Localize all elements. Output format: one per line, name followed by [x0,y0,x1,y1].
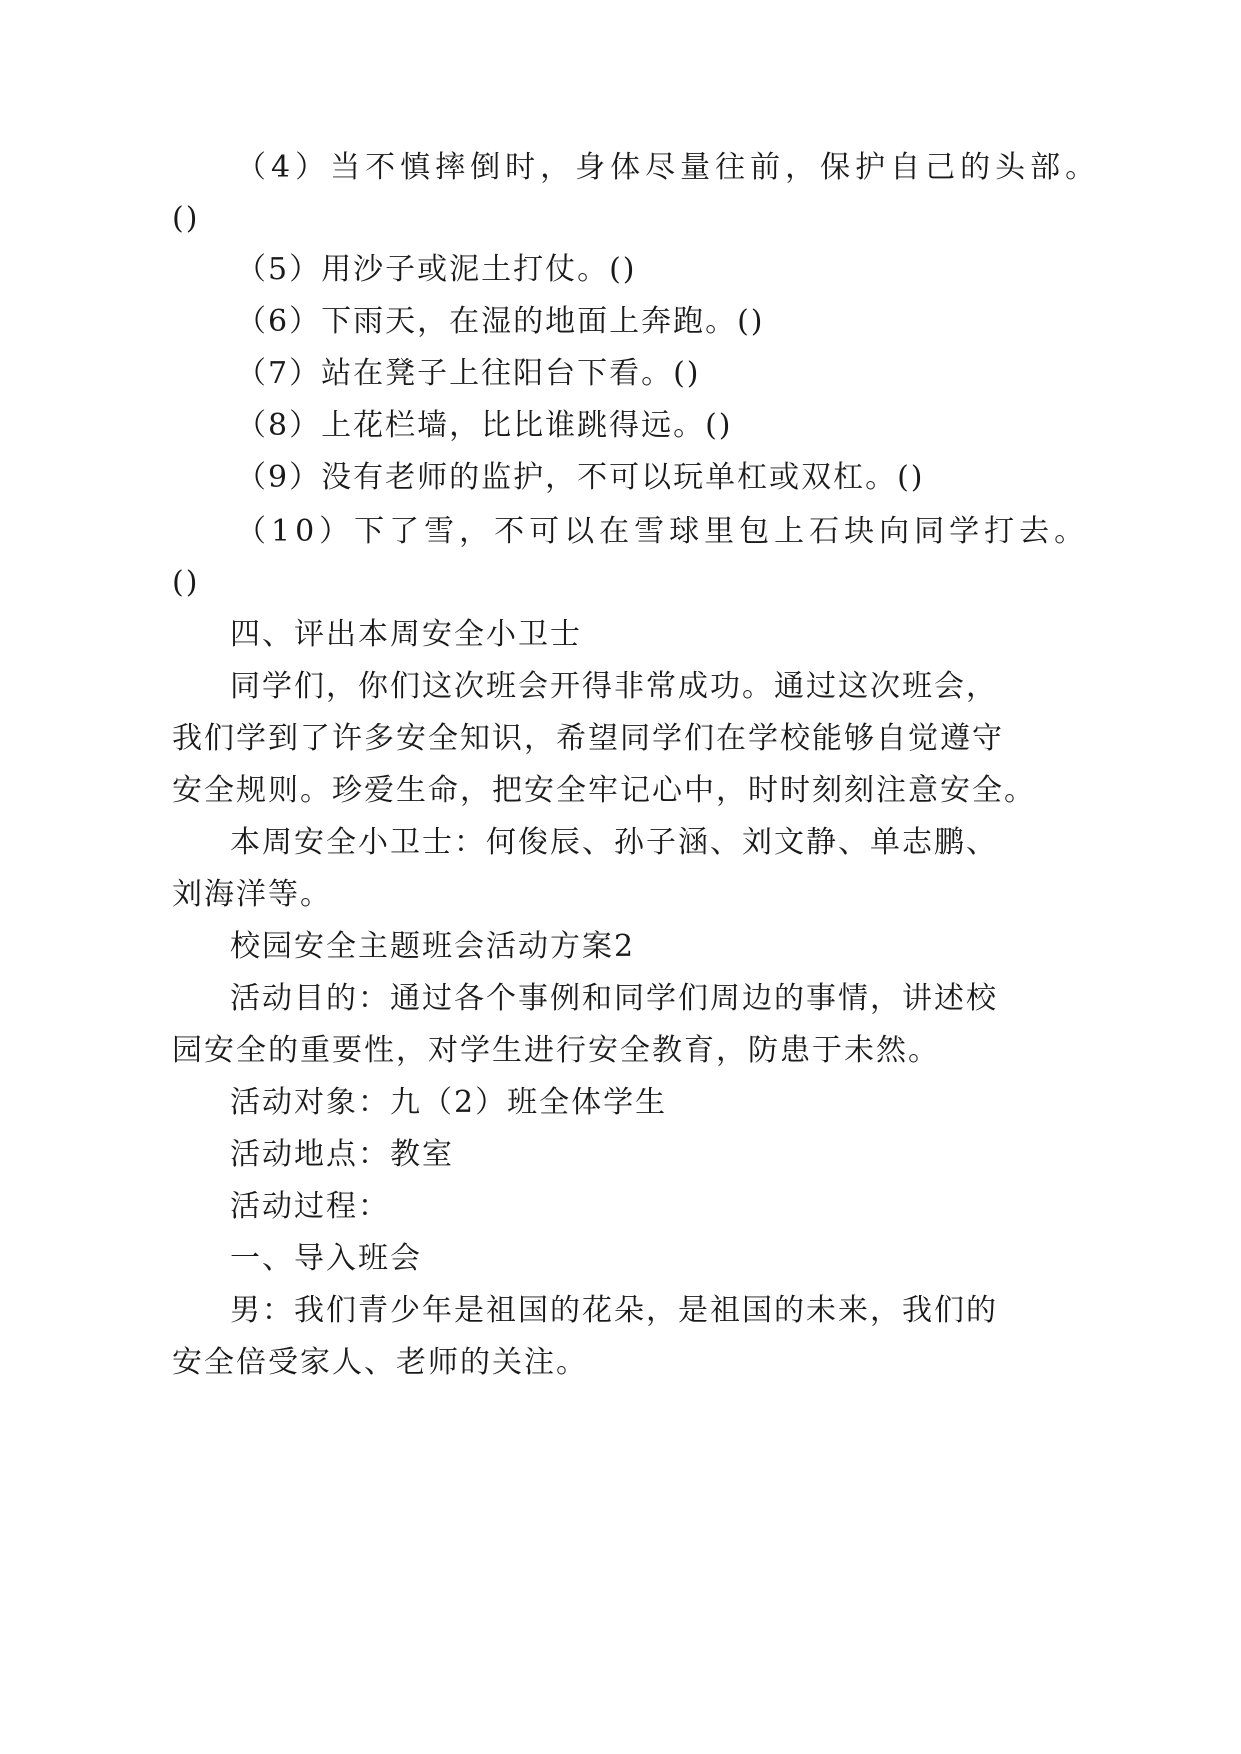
text-line-4: （6）下雨天，在湿的地面上奔跑。() [236,304,765,339]
text-line-17: 活动目的：通过各个事例和同学们周边的事情，讲述校 [230,981,998,1016]
text-line-10: 四、评出本周安全小卫士 [230,617,582,652]
text-line-9: () [172,565,200,600]
text-line-12: 我们学到了许多安全知识，希望同学们在学校能够自觉遵守 [172,721,1004,756]
text-line-23: 男：我们青少年是祖国的花朵，是祖国的未来，我们的 [230,1293,998,1328]
text-line-11: 同学们，你们这次班会开得非常成功。通过这次班会， [230,669,998,704]
text-line-19: 活动对象：九（2）班全体学生 [230,1085,668,1120]
text-line-14: 本周安全小卫士：何俊辰、孙子涵、刘文静、单志鹏、 [230,825,998,860]
text-line-15: 刘海洋等。 [172,877,332,912]
text-line-7: （9）没有老师的监护，不可以玩单杠或双杠。() [236,460,925,495]
text-line-5: （7）站在凳子上往阳台下看。() [236,356,701,391]
text-line-13: 安全规则。珍爱生命，把安全牢记心中，时时刻刻注意安全。 [172,773,1036,808]
text-line-8: （10）下了雪，不可以在雪球里包上石块向同学打去。 [236,514,1090,549]
text-line-24: 安全倍受家人、老师的关注。 [172,1345,588,1380]
text-line-16: 校园安全主题班会活动方案2 [230,929,636,964]
text-line-1: （4）当不慎摔倒时，身体尽量往前，保护自己的头部。 [236,150,1101,185]
text-line-6: （8）上花栏墙，比比谁跳得远。() [236,408,733,443]
text-line-22: 一、导入班会 [230,1241,422,1276]
text-line-2: () [172,201,200,236]
text-line-18: 园安全的重要性，对学生进行安全教育，防患于未然。 [172,1033,940,1068]
text-line-21: 活动过程： [230,1189,390,1224]
text-line-20: 活动地点：教室 [230,1137,454,1172]
text-line-3: （5）用沙子或泥土打仗。() [236,252,637,287]
